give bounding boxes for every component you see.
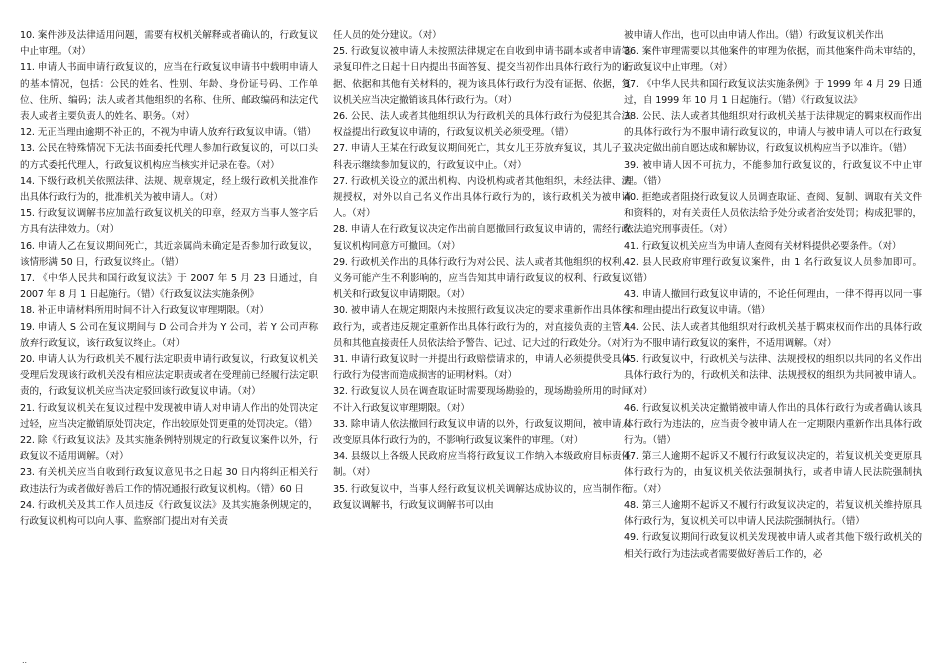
paragraph: 34. 县级以上各级人民政府应当将行政复议工作纳入本级政府目标责任制。（对） — [333, 451, 631, 479]
paragraph: 42. 县人民政府审理行政复议案件，由 1 名行政复议人员参加即可。（错） — [624, 256, 922, 285]
paragraph: 38. 公民、法人或者其他组织对行政机关基于法律规定的羁束权而作出的具体行政行为不服申请行政复议的，申请人与被申请人可以在行政复议决定做出前自愿达成和解协议，行政复议机构应当予以准许。（错） — [624, 111, 922, 155]
paragraph: 被申请人作出，也可以由申请人作出。（错）行政复议机关作出 — [624, 30, 884, 41]
paragraph: 37. 《中华人民共和国行政复议法实施条例》于 1999 年 4 月 29 日通过，自 1999 年 10 月 1 日起施行。（错）《行政复议法》 — [624, 78, 922, 106]
paragraph: 12. 无正当理由逾期不补正的，不视为申请人放弃行政复议申请。（错） — [20, 127, 317, 139]
paragraph: 36. 案件审理需要以其他案件的审理为依据，而其他案件尚未审结的，行政复议中止审理。（对） — [624, 46, 922, 74]
paragraph: 26. 公民、法人或者其他组织认为行政机关的具体行政行为侵犯其合法权益提出行政复议申请的，行政复议机关必须受理。（错） — [333, 111, 631, 139]
column-right — [624, 28, 922, 563]
paragraph: 13. 公民在特殊情况下无法书面委托代理人参加行政复议的，可以口头的方式委托代理人，行政复议机构应当核实并记录在卷。（对） — [20, 143, 318, 171]
paragraph: 32. 行政复议人员在调查取证时需要现场勘验的，现场勘验所用的时间不计入行政复议审理期限。（对） — [333, 386, 631, 414]
paragraph: 10. 案件涉及法律适用问题，需要有权机关解释或者确认的，行政复议中止审理。（对） — [20, 30, 318, 58]
paragraph: 43. 申请人撤回行政复议申请的，不论任何理由，一律不得再以同一事实和理由提出行政复议申请。（错） — [624, 289, 922, 317]
paragraph: 29. 行政机关作出的具体行政行为对公民、法人或者其他组织的权利、义务可能产生不利影响的，应当告知其申请行政复议的权利、行政复议机关和行政复议申请期限。（对） — [333, 256, 631, 301]
paragraph: 14. 下级行政机关依照法律、法规、规章规定，经上级行政机关批准作出具体行政行为的，批准机关为被申请人。（对） — [20, 175, 318, 204]
paragraph: 35. 行政复议中，当事人经行政复议机关调解达成协议的，应当制作行政复议调解书，行政复议调解书可以由 — [333, 483, 631, 511]
paragraph: 24. 行政机关及其工作人员违反《行政复议法》及其实施条例规定的，行政复议机构可以向人事、监察部门提出对有关责 — [20, 499, 318, 528]
paragraph: 30. 被申请人在规定期限内未按照行政复议决定的要求重新作出具体行政行为，或者违反规定重新作出具体行政行为的，对直接负责的主管人员和其他直接责任人员依法给予警告、记过、记大过的行政处分。（对） — [333, 305, 631, 349]
paragraph: 15. 行政复议调解书应加盖行政复议机关的印章，经双方当事人签字后方具有法律效力。（对） — [20, 208, 318, 236]
paragraph: 23. 有关机关应当自收到行政复议意见书之日起 30 日内将纠正相关行政违法行为或者做好善后工作的情况通报行政复议机构。（错）60 日 — [20, 467, 318, 495]
paragraph: 27. 申请人王某在行政复议期间死亡，其女儿王芬放弃复议，其儿子王科表示继续参加复议的，行政复议中止。（对） — [333, 143, 631, 171]
paragraph: 31. 申请行政复议时一并提出行政赔偿请求的，申请人必须提供受具体行政行为侵害而造成损害的证明材料。（对） — [333, 354, 631, 382]
paragraph: 11. 申请人书面申请行政复议的，应当在行政复议申请书中载明申请人的基本情况，包括：公民的姓名、性别、年龄、身份证号码、工作单位、住所、编码；法人或者其他组织的名称、住所、邮政编码和法定代表人或者主要负责人的姓名、职务。（对） — [20, 62, 318, 123]
paragraph: 28. 申请人在行政复议决定作出前自愿撤回行政复议申请的，需经行政复议机构同意方可撤回。（对） — [333, 224, 631, 252]
paragraph: 41. 行政复议机关应当为申请人查阅有关材料提供必要条件。（对） — [624, 240, 902, 252]
paragraph: 49. 行政复议期间行政复议机关发现被申请人或者其他下级行政机关的相关行政行为违法或者需要做好善后工作的，必 — [624, 532, 922, 560]
footer-mark: .. — [22, 656, 28, 665]
paragraph: 20. 申请人认为行政机关不履行法定职责申请行政复议，行政复议机关受理后发现该行政机关没有相应法定职责或者在受理前已经履行法定职责的，行政复议机关应当决定驳回该行政复议申请。（对） — [20, 354, 318, 398]
paragraph: 17. 《中华人民共和国行政复议法》于 2007 年 5 月 23 日通过，自 2007 年 8 月 1 日起施行。（错）《行政复议法实施条例》 — [20, 273, 318, 301]
paragraph: 21. 行政复议机关在复议过程中发现被申请人对申请人作出的处罚决定过轻，应当决定撤销原处罚决定，作出较原处罚更重的处罚决定。（错） — [20, 402, 318, 430]
paragraph: 19. 申请人 S 公司在复议期间与 D 公司合并为 Y 公司，若 Y 公司声称放弃行政复议，该行政复议终止。（对） — [20, 321, 318, 349]
paragraph: 45. 行政复议中，行政机关与法律、法规授权的组织以共同的名义作出具体行政行为的，行政机关和法律、法规授权的组织为共同被申请人。（对） — [624, 354, 922, 398]
paragraph: 22. 除《行政复议法》及其实施条例特别规定的行政复议案件以外，行政复议不适用调解。（对） — [20, 435, 318, 463]
paragraph: 任人员的处分建议。（对） — [333, 30, 442, 41]
paragraph: 44. 公民、法人或者其他组织对行政机关基于羁束权而作出的具体行政行为不服申请行政复议的案件，不适用调解。（对） — [624, 321, 922, 349]
paragraph: 39. 被申请人因不可抗力，不能参加行政复议的，行政复议不中止审理。（错） — [624, 159, 922, 187]
paragraph: 47. 第三人逾期不起诉又不履行行政复议决定的，若复议机关变更原具体行政行为的，由复议机关依法强制执行，或者申请人民法院强制执行。（对） — [624, 451, 922, 495]
paragraph: 16. 申请人乙在复议期间死亡，其近亲属尚未确定是否参加行政复议，该情形满 50 日，行政复议终止。（错） — [20, 240, 318, 268]
paragraph: 25. 行政复议被申请人未按照法律规定在自收到申请书副本或者申请笔录复印件之日起十日内提出书面答复、提交当初作出具体行政行为的证据、依据和其他有关材料的，视为该具体行政行为没有证据、依据，复议机关应当决定撤销该具体行政行为。（对） — [333, 46, 631, 106]
paragraph: 46. 行政复议机关决定撤销被申请人作出的具体行政行为或者确认该具体行政行为违法的，应当责令被申请人在一定期限内重新作出具体行政行为。（错） — [624, 402, 922, 447]
paragraph: 40. 拒绝或者阻挠行政复议人员调查取证、查阅、复制、调取有关文件和资料的，对有关责任人员依法给予处分或者治安处罚；构成犯罪的，依法追究刑事责任。（对） — [624, 192, 922, 236]
paragraph: 18. 补正申请材料所用时间不计入行政复议审理期限。（对） — [20, 305, 269, 317]
column-middle — [333, 28, 631, 514]
paragraph: 33. 除申请人依法撤回行政复议申请的以外，行政复议期间，被申请人改变原具体行政行为的，不影响行政复议案件的审理。（对） — [333, 418, 631, 447]
paragraph: 48. 第三人逾期不起诉又不履行行政复议决定的，若复议机关维持原具体行政行为，复议机关可以申请人民法院强制执行。（错） — [624, 499, 922, 528]
column-left — [20, 28, 318, 530]
paragraph: 27. 行政机关设立的派出机构、内设机构或者其他组织，未经法律、法规授权，对外以自己名义作出具体行政行为的，该行政机关为被申请人。（对） — [333, 175, 631, 220]
